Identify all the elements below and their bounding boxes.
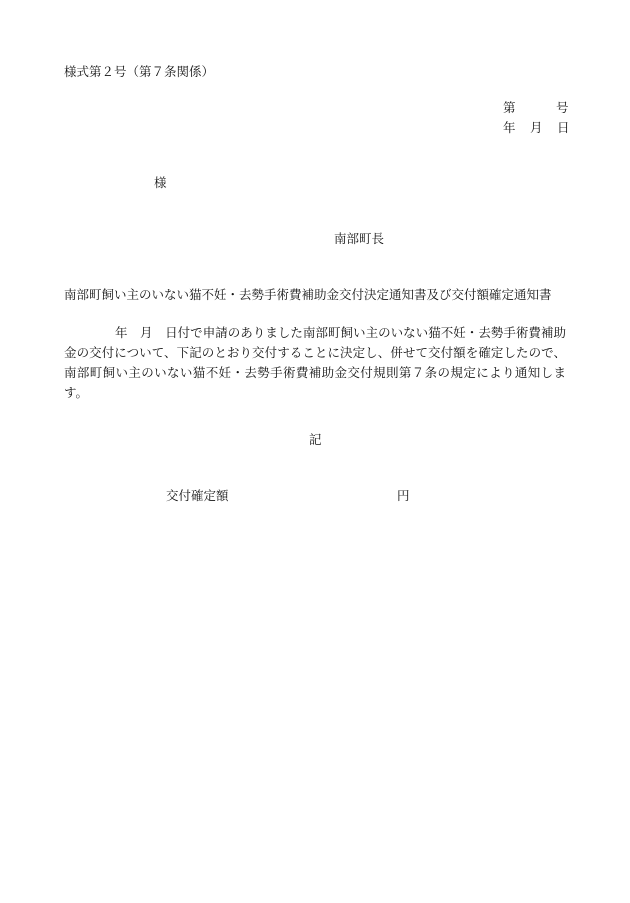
addressee-honorific: 様 <box>154 175 167 190</box>
form-number: 様式第２号（第７条関係） <box>64 64 215 79</box>
date-month-label: 月 <box>530 120 543 135</box>
amount-unit: 円 <box>397 488 410 503</box>
sender-name: 南部町長 <box>334 231 385 246</box>
amount-label: 交付確定額 <box>166 488 229 503</box>
ki-heading: 記 <box>309 432 322 447</box>
date-year-label: 年 <box>503 120 516 135</box>
document-body: 年 月 日付で申請のありました南部町飼い主のいない猫不妊・去勢手術費補助金の交付について、下記のとおり交付することに決定し、併せて交付額を確定したので、南部町飼い主のいない猫不妊・去勢手術費補助金交付規則第７条の規定により通知します。 <box>64 325 566 400</box>
date-day-label: 日 <box>557 120 570 135</box>
document-title: 南部町飼い主のいない猫不妊・去勢手術費補助金交付決定通知書及び交付額確定通知書 <box>64 287 552 302</box>
document-number-prefix: 第 <box>503 100 516 115</box>
document-number-suffix: 号 <box>556 100 569 115</box>
